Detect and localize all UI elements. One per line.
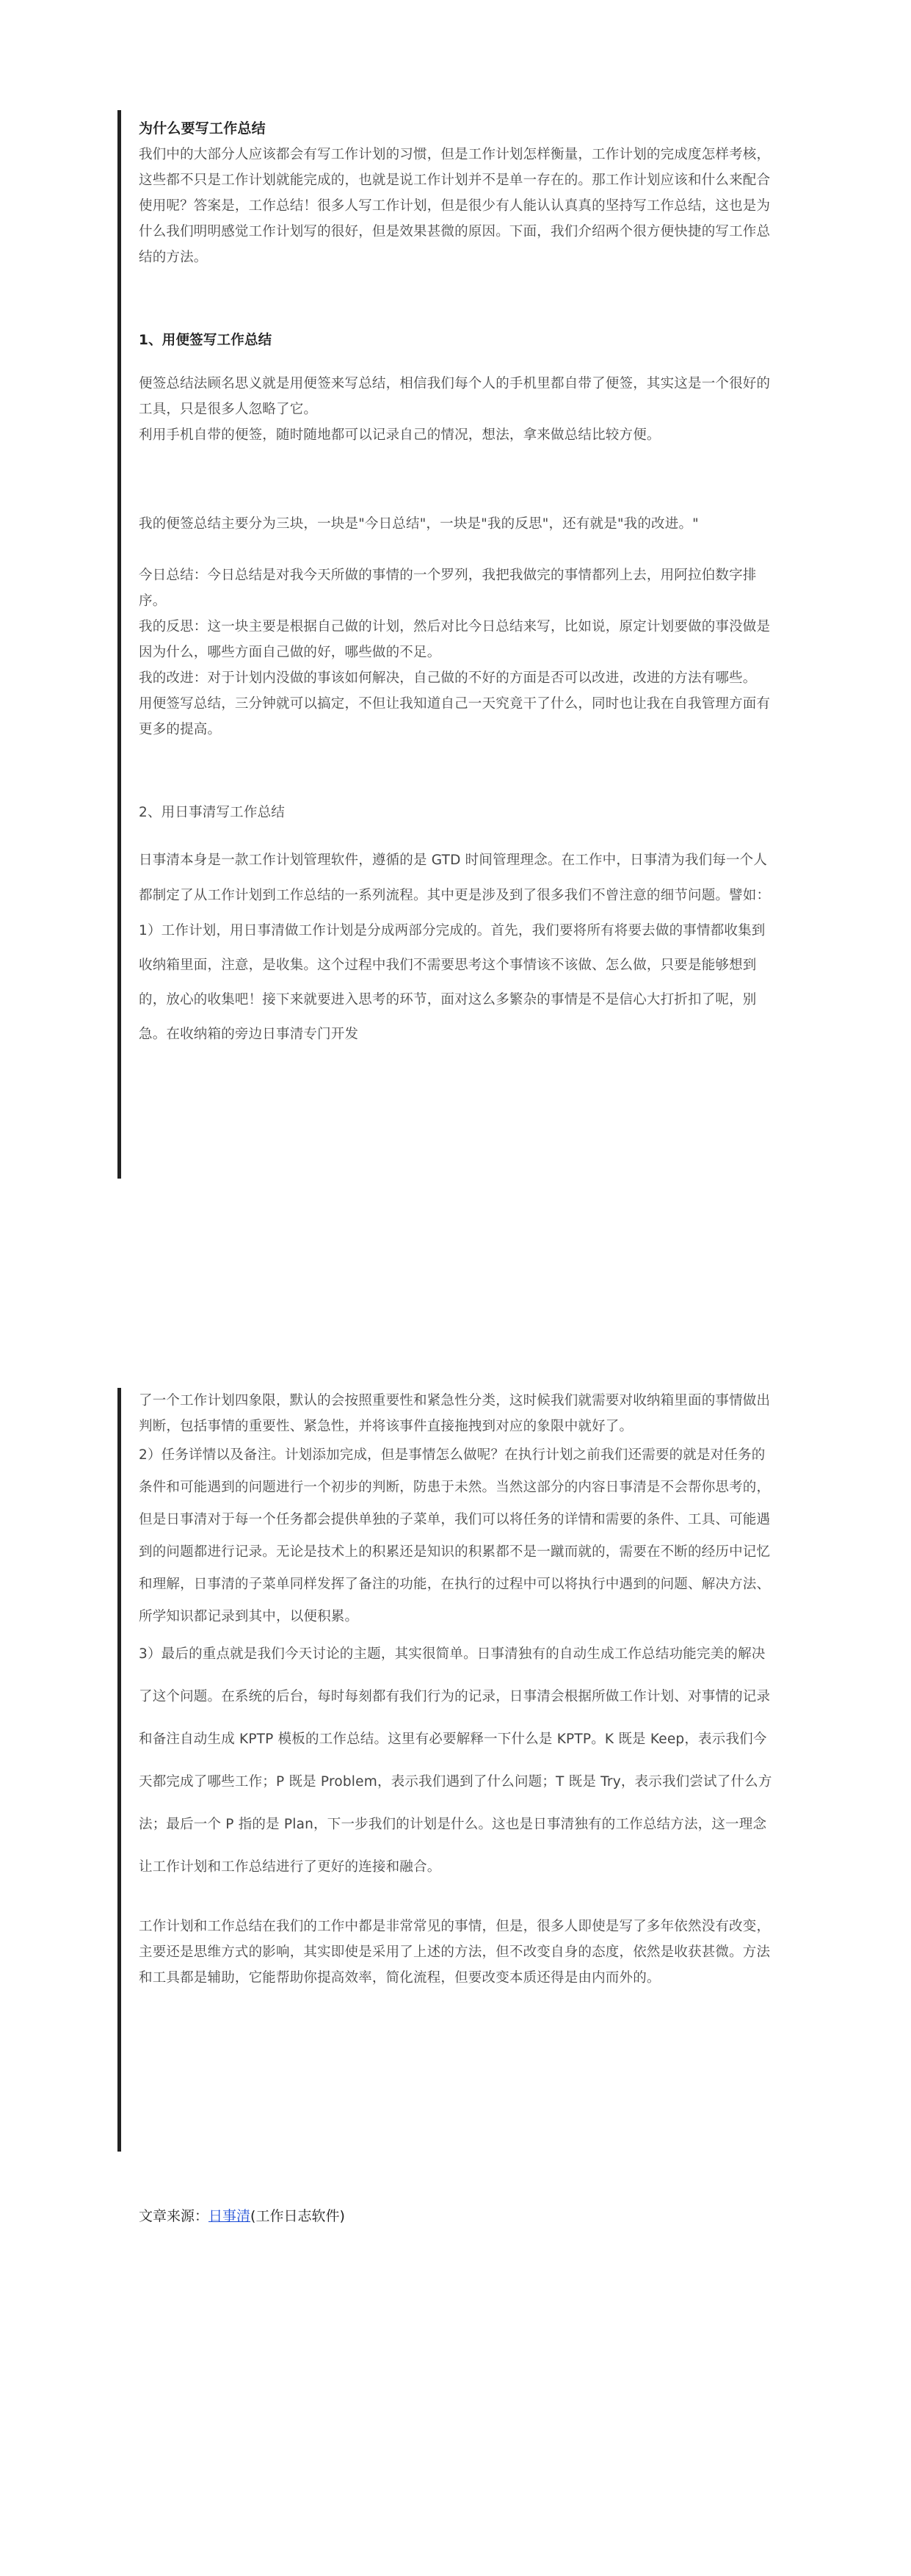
conclusion-paragraph: 工作计划和工作总结在我们的工作中都是非常常见的事情，但是，很多人即使是写了多年依然没有改变，主要还是思维方式的影响，其实即使是采用了上述的方法，但不改变自身的态度，依然是收获甚微。方法和工具都是辅助，它能帮助你提高效率，简化流程，但要改变本质还得是由内而外的。 [139,1919,771,1986]
section1-paragraph-7: 用便签写总结，三分钟就可以搞定，不但让我知道自己一天究竟干了什么，同时也让我在自我管理方面有更多的提高。 [139,696,771,737]
section2-heading: 2、用日事清写工作总结 [139,805,285,820]
section1-heading: 1、用便签写工作总结 [139,333,272,348]
section1-paragraph-6: 我的改进：对于计划内没做的事该如何解决，自己做的不好的方面是否可以改进，改进的方法有哪些。 [139,670,757,686]
section1-paragraph-3: 我的便签总结主要分为三块，一块是"今日总结"，一块是"我的反思"，还有就是"我的改进。" [139,516,699,532]
section1-paragraph-1: 便签总结法顾名思义就是用便签来写总结，相信我们每个人的手机里都自带了便签，其实这是一个很好的工具，只是很多人忽略了它。 [139,376,771,417]
article-section-bottom [117,1388,778,2152]
section2-paragraph-4: 3）最后的重点就是我们今天讨论的主题，其实很简单。日事清独有的自动生成工作总结功能完美的解决了这个问题。在系统的后台，每时每刻都有我们行为的记录，日事清会根据所做工作计划、对事情的记录和备注自动生成 KPTP 模板的工作总结。这里有必要解释一下什么是 KPTP。K 既是 Keep，表示我们今天都完成了哪些工作；P 既是 Problem，表示我们遇到了什么问题；T 既是 Try，表示我们尝试了什么方法；最后一个 P 指的是 Plan，下一步我们的计划是什么。这也是日事清独有的工作总结方法，这一理念让工作计划和工作总结进行了更好的连接和融合。 [139,1646,772,1875]
source-link[interactable]: 日事清 [208,2208,251,2224]
source-suffix: (工作日志软件) [250,2208,345,2224]
article-source [139,2205,345,2225]
section2-paragraph-3: 2）任务详情以及备注。计划添加完成，但是事情怎么做呢？在执行计划之前我们还需要的就是对任务的条件和可能遇到的问题进行一个初步的判断，防患于未然。当然这部分的内容日事清是不会帮你思考的，但是日事清对于每一个任务都会提供单独的子菜单，我们可以将任务的详情和需要的条件、工具、可能遇到的问题都进行记录。无论是技术上的积累还是知识的积累都不是一蹴而就的，需要在不断的经历中记忆和理解，日事清的子菜单同样发挥了备注的功能，在执行的过程中可以将执行中遇到的问题、解决方法、所学知识都记录到其中，以便积累。 [139,1447,771,1624]
section1-paragraph-2: 利用手机自带的便签，随时随地都可以记录自己的情况，想法，拿来做总结比较方便。 [139,427,661,443]
section1-paragraph-5: 我的反思：这一块主要是根据自己做的计划，然后对比今日总结来写，比如说，原定计划要做的事没做是因为什么，哪些方面自己做的好，哪些做的不足。 [139,619,771,660]
article-title: 为什么要写工作总结 [139,120,266,137]
article-section-top [117,110,778,1179]
section1-paragraph-4: 今日总结：今日总结是对我今天所做的事情的一个罗列，我把我做完的事情都列上去，用阿拉伯数字排序。 [139,568,757,609]
section2-paragraph-2a: 1）工作计划，用日事清做工作计划是分成两部分完成的。首先，我们要将所有将要去做的事情都收集到收纳箱里面，注意，是收集。这个过程中我们不需要思考这个事情该不该做、怎么做，只要是能够想到的，放心的收集吧！接下来就要进入思考的环节，面对这么多繁杂的事情是不是信心大打折扣了呢，别急。在收纳箱的旁边日事清专门开发 [139,923,766,1042]
source-label: 文章来源： [139,2208,209,2224]
section2-paragraph-1: 日事清本身是一款工作计划管理软件，遵循的是 GTD 时间管理理念。在工作中，日事清为我们每一个人都制定了从工作计划到工作总结的一系列流程。其中更是涉及到了很多我们不曾注意的细节问题。譬如： [139,853,771,903]
intro-paragraph: 我们中的大部分人应该都会有写工作计划的习惯，但是工作计划怎样衡量，工作计划的完成度怎样考核，这些都不只是工作计划就能完成的，也就是说工作计划并不是单一存在的。那工作计划应该和什么来配合使用呢？答案是，工作总结！很多人写工作计划，但是很少有人能认认真真的坚持写工作总结，这也是为什么我们明明感觉工作计划写的很好，但是效果甚微的原因。下面，我们介绍两个很方便快捷的写工作总结的方法。 [139,147,771,265]
section2-paragraph-2b: 了一个工作计划四象限，默认的会按照重要性和紧急性分类，这时候我们就需要对收纳箱里面的事情做出判断，包括事情的重要性、紧急性，并将该事件直接拖拽到对应的象限中就好了。 [139,1393,771,1434]
